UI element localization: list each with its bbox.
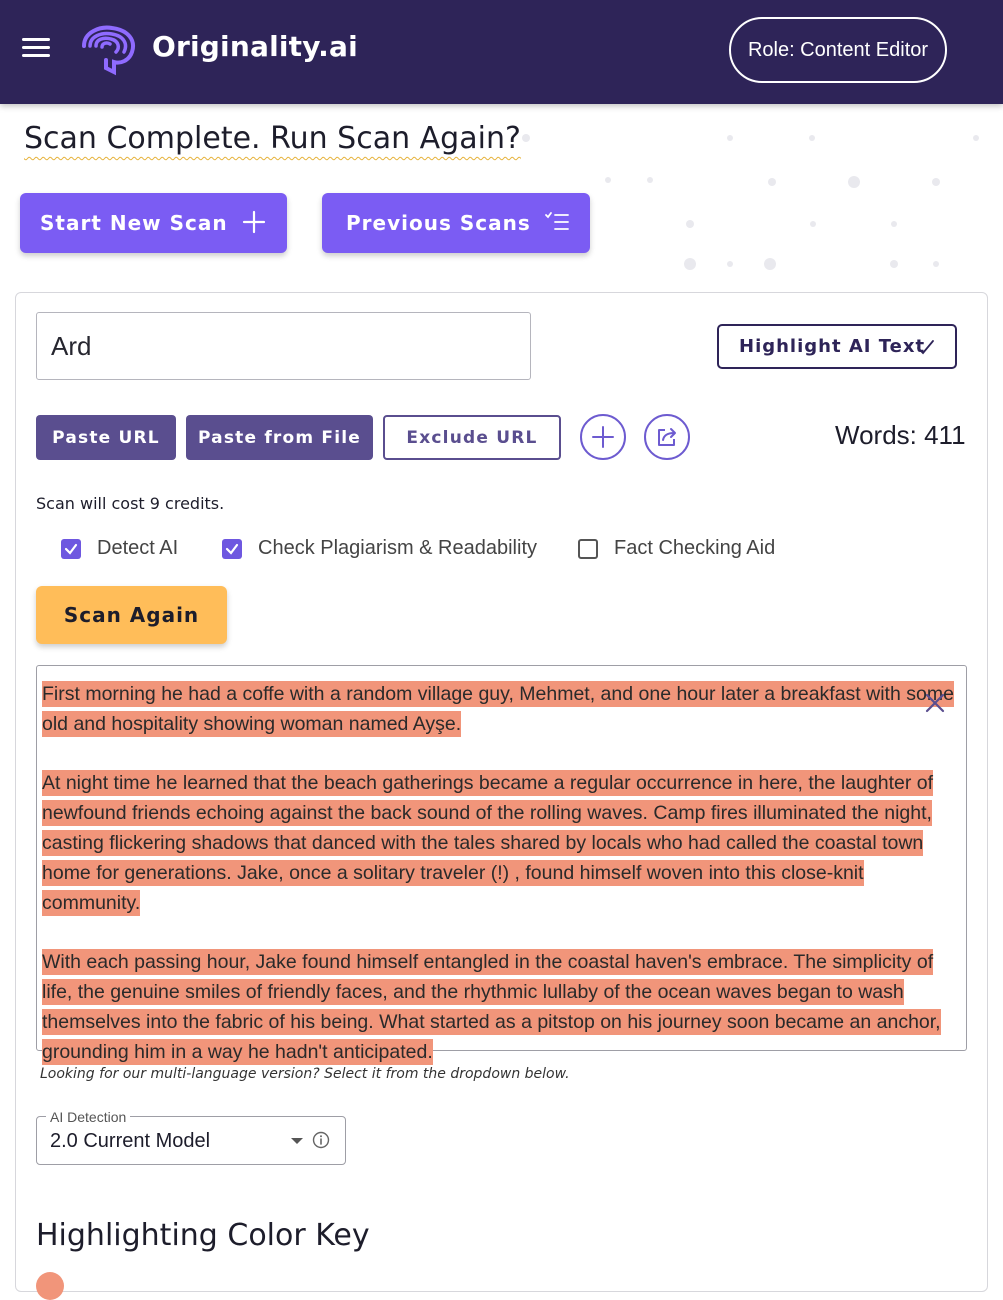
- word-count: Words: 411: [835, 420, 966, 450]
- check-plagiarism-label: Check Plagiarism & Readability: [258, 537, 538, 559]
- multi-language-note: Looking for our multi-language version? Select it from the dropdown below.: [40, 1066, 570, 1082]
- checklist-icon: [544, 209, 570, 235]
- brand-name[interactable]: Originality.ai: [152, 30, 358, 63]
- close-icon[interactable]: [924, 692, 946, 714]
- exclude-url-button[interactable]: Exclude URL: [383, 415, 561, 460]
- hamburger-menu-icon[interactable]: [22, 38, 50, 62]
- top-navigation-bar: [0, 0, 1003, 104]
- page-title: Scan Complete. Run Scan Again?: [24, 121, 521, 156]
- add-button[interactable]: [580, 414, 626, 460]
- paste-url-button[interactable]: Paste URL: [36, 415, 176, 460]
- scan-title-input[interactable]: [36, 312, 531, 380]
- info-icon[interactable]: [312, 1131, 330, 1149]
- scan-again-button[interactable]: Scan Again: [36, 586, 227, 644]
- previous-scans-button[interactable]: [322, 193, 590, 253]
- start-new-scan-label: Start New Scan: [40, 211, 228, 235]
- start-new-scan-button[interactable]: [20, 193, 287, 253]
- highlight-ai-text-label: Highlight AI Text: [739, 336, 926, 357]
- select-legend: AI Detection: [46, 1109, 130, 1125]
- select-value: 2.0 Current Model: [50, 1130, 211, 1152]
- brain-logo-icon[interactable]: [76, 24, 140, 76]
- scan-cost-text: Scan will cost 9 credits.: [36, 494, 225, 513]
- text-paragraph: [42, 769, 961, 918]
- color-key-swatch: [36, 1272, 64, 1300]
- checkbox-unchecked-icon: [578, 539, 598, 559]
- highlight-ai-text-button[interactable]: [717, 324, 957, 369]
- plus-icon: [591, 425, 615, 449]
- detect-ai-checkbox[interactable]: [61, 537, 178, 560]
- fact-checking-label: Fact Checking Aid: [614, 537, 776, 559]
- checkbox-checked-icon: [222, 539, 242, 559]
- plus-icon: [241, 209, 267, 235]
- role-button[interactable]: Role: Content Editor: [729, 17, 947, 83]
- caret-down-icon[interactable]: [290, 1136, 304, 1146]
- check-plagiarism-checkbox[interactable]: [222, 537, 537, 560]
- checkbox-checked-icon: [61, 539, 81, 559]
- text-paragraph: [42, 948, 961, 1067]
- ai-highlight: First morning he had a coffe with a random village guy, Mehmet, and one hour later a breakfast with some old and hospitality showing woman named Ayşe.: [42, 683, 954, 735]
- detect-ai-label: Detect AI: [97, 537, 179, 559]
- share-icon: [655, 425, 679, 449]
- fact-checking-checkbox[interactable]: [578, 537, 775, 560]
- ai-highlight: With each passing hour, Jake found himself entangled in the coastal haven's embrace. The simplicity of life, the genuine smiles of friendly faces, and the rhythmic lullaby of the ocean waves began to wash themselves into the fabric of his being. What started as a pitstop on his journey soon became an anchor, grounding him in a way he hadn't anticipated.: [42, 951, 941, 1063]
- share-button[interactable]: [644, 414, 690, 460]
- color-key-title: Highlighting Color Key: [36, 1218, 370, 1253]
- previous-scans-label: Previous Scans: [346, 211, 531, 235]
- paste-from-file-button[interactable]: Paste from File: [186, 415, 373, 460]
- check-icon: [915, 337, 935, 357]
- ai-highlight: At night time he learned that the beach gatherings became a regular occurrence in here, the laughter of newfound friends echoing against the back sound of the rolling waves. Camp fires illuminated the night, casting flickering shadows that danced with the tales shared by locals who had called the coastal town home for generations. Jake, once a solitary traveler (!) , found himself woven into this close-knit community.: [42, 772, 934, 914]
- scan-text-area[interactable]: [36, 665, 967, 1063]
- text-paragraph: [42, 680, 961, 740]
